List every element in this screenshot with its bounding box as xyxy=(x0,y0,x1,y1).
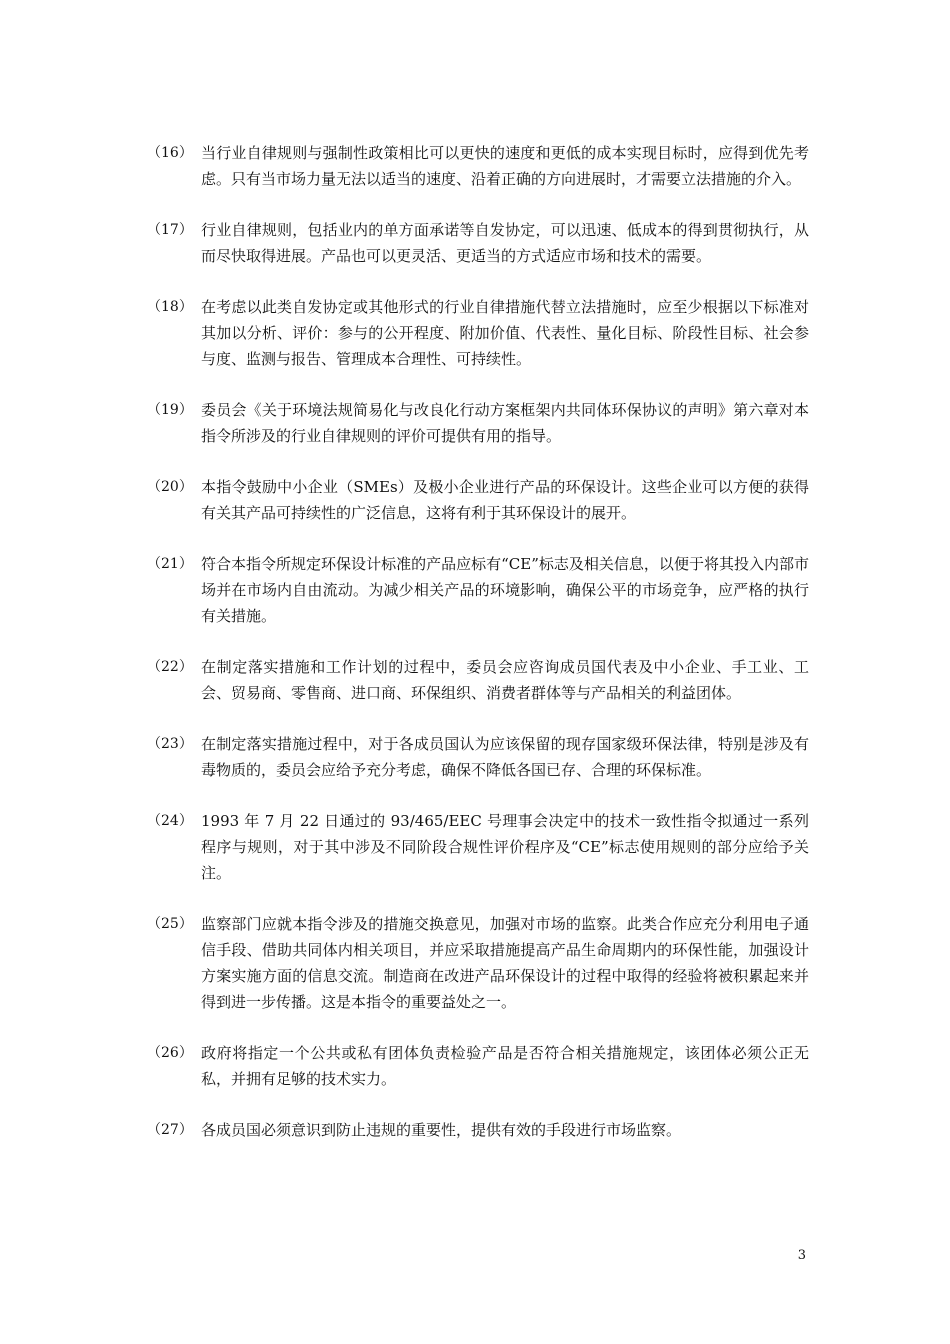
paragraph-27 xyxy=(0,1117,950,1143)
paragraph-25 xyxy=(0,911,950,1015)
paragraph-text: 行业自律规则，包括业内的单方面承诺等自发协定，可以迅速、低成本的得到贯彻执行，从而尽快取得进展。产品也可以更灵活、更适当的方式适应市场和技术的需要。 xyxy=(201,221,809,265)
paragraph-24 xyxy=(0,808,950,886)
document-body xyxy=(0,140,950,1168)
paragraph-number: （17） xyxy=(147,222,193,238)
paragraph-20 xyxy=(0,474,950,526)
paragraph-17 xyxy=(0,217,950,269)
paragraph-16 xyxy=(0,140,950,192)
paragraph-text: 监察部门应就本指令涉及的措施交换意见，加强对市场的监察。此类合作应充分利用电子通信手段、借助共同体内相关项目，并应采取措施提高产品生命周期内的环保性能，加强设计方案实施方面的信息交流。制造商在改进产品环保设计的过程中取得的经验将被积累起来并得到进一步传播。这是本指令的重要益处之一。 xyxy=(201,915,809,1011)
paragraph-number: （16） xyxy=(147,145,193,161)
paragraph-21 xyxy=(0,551,950,629)
paragraph-number: （21） xyxy=(147,556,193,572)
paragraph-text: 委员会《关于环境法规简易化与改良化行动方案框架内共同体环保协议的声明》第六章对本指令所涉及的行业自律规则的评价可提供有用的指导。 xyxy=(201,401,809,445)
paragraph-19 xyxy=(0,397,950,449)
page-number: 3 xyxy=(797,1248,806,1263)
paragraph-text: 在制定落实措施过程中，对于各成员国认为应该保留的现存国家级环保法律，特别是涉及有毒物质的，委员会应给予充分考虑，确保不降低各国已存、合理的环保标准。 xyxy=(201,735,809,779)
paragraph-text: 各成员国必须意识到防止违规的重要性，提供有效的手段进行市场监察。 xyxy=(201,1121,682,1139)
paragraph-text: 1993 年 7 月 22 日通过的 93/465/EEC 号理事会决定中的技术一致性指令拟通过一系列程序与规则，对于其中涉及不同阶段合规性评价程序及“CE”标志使用规则的部分应给予关注。 xyxy=(201,812,809,882)
paragraph-text: 在考虑以此类自发协定或其他形式的行业自律措施代替立法措施时，应至少根据以下标准对其加以分析、评价：参与的公开程度、附加价值、代表性、量化目标、阶段性目标、社会参与度、监测与报告、管理成本合理性、可持续性。 xyxy=(201,298,809,368)
paragraph-23 xyxy=(0,731,950,783)
paragraph-number: （23） xyxy=(147,736,193,752)
paragraph-number: （20） xyxy=(147,479,193,495)
paragraph-number: （26） xyxy=(147,1045,193,1061)
paragraph-text: 在制定落实措施和工作计划的过程中，委员会应咨询成员国代表及中小企业、手工业、工会、贸易商、零售商、进口商、环保组织、消费者群体等与产品相关的利益团体。 xyxy=(201,658,809,702)
paragraph-22 xyxy=(0,654,950,706)
paragraph-number: （25） xyxy=(147,916,193,932)
paragraph-text: 政府将指定一个公共或私有团体负责检验产品是否符合相关措施规定，该团体必须公正无私，并拥有足够的技术实力。 xyxy=(201,1044,809,1088)
paragraph-text: 本指令鼓励中小企业（SMEs）及极小企业进行产品的环保设计。这些企业可以方便的获得有关其产品可持续性的广泛信息，这将有利于其环保设计的展开。 xyxy=(201,478,809,522)
paragraph-number: （27） xyxy=(147,1122,193,1138)
paragraph-text: 符合本指令所规定环保设计标准的产品应标有“CE”标志及相关信息，以便于将其投入内部市场并在市场内自由流动。为减少相关产品的环境影响，确保公平的市场竞争，应严格的执行有关措施。 xyxy=(201,555,809,625)
paragraph-number: （19） xyxy=(147,402,193,418)
paragraph-number: （18） xyxy=(147,299,193,315)
paragraph-26 xyxy=(0,1040,950,1092)
paragraph-18 xyxy=(0,294,950,372)
paragraph-number: （24） xyxy=(147,813,193,829)
paragraph-text: 当行业自律规则与强制性政策相比可以更快的速度和更低的成本实现目标时，应得到优先考虑。只有当市场力量无法以适当的速度、沿着正确的方向进展时，才需要立法措施的介入。 xyxy=(201,144,809,188)
paragraph-number: （22） xyxy=(147,659,193,675)
